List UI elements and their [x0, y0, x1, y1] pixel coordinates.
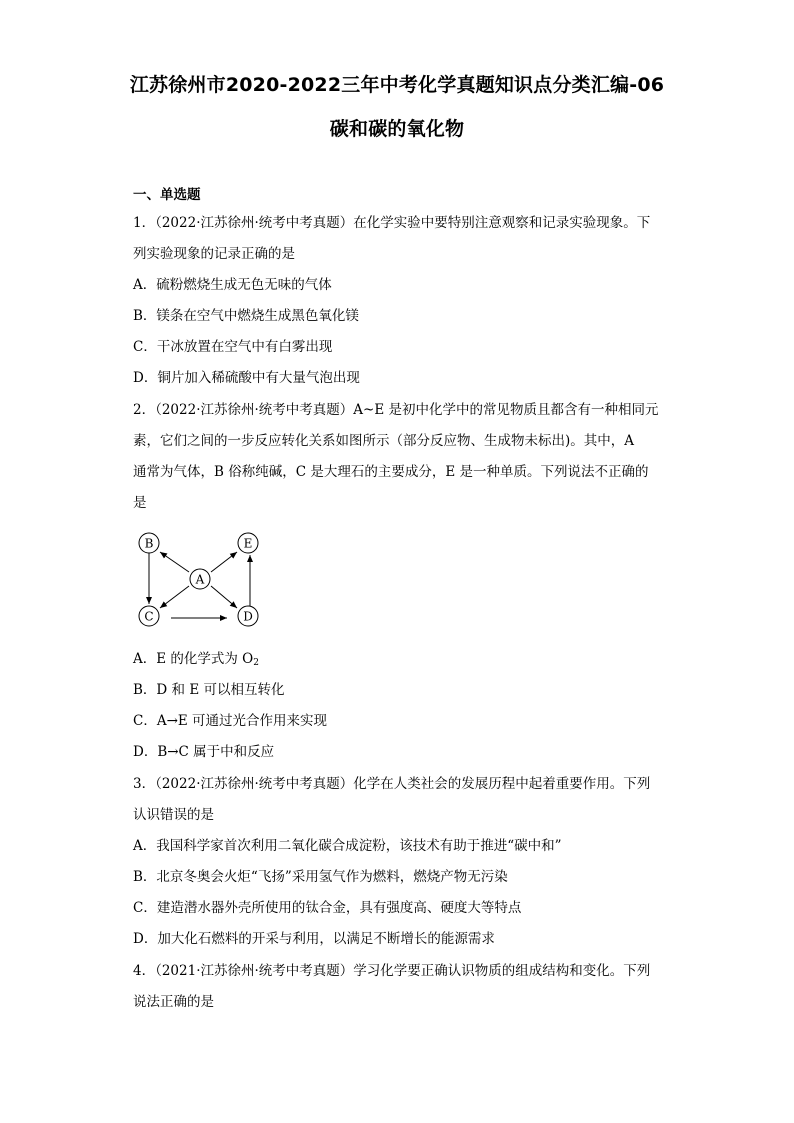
q1-option-b: B．镁条在空气中燃烧生成黑色氧化镁	[133, 308, 359, 324]
q2-option-a-subscript: 2	[253, 658, 259, 668]
q2-stem-line4: 是	[133, 495, 147, 511]
arrow-a-to-c	[160, 586, 189, 608]
arrow-a-to-b	[160, 552, 189, 572]
q1-option-c: C．干冰放置在空气中有白雾出现	[133, 339, 333, 355]
q2-option-a	[133, 650, 673, 672]
q3-option-c: C．建造潜水器外壳所使用的钛合金，具有强度高、硬度大等特点	[133, 900, 522, 916]
q1-option-a: A．硫粉燃烧生成无色无味的气体	[133, 277, 332, 293]
node-c-label: C	[144, 609, 154, 624]
q3-stem-line2: 认识错误的是	[133, 807, 214, 823]
node-e-label: E	[243, 536, 253, 551]
q1-option-d: D．铜片加入稀硫酸中有大量气泡出现	[133, 370, 360, 386]
q4-stem-line2: 说法正确的是	[133, 994, 214, 1010]
q2-option-c: C．A→E 可通过光合作用来实现	[133, 713, 328, 729]
document-title-line1: 江苏徐州市2020-2022三年中考化学真题知识点分类汇编-06	[129, 74, 665, 96]
section-heading: 一、单选题	[133, 187, 201, 203]
arrow-a-to-d	[211, 586, 237, 608]
node-d-label: D	[243, 609, 253, 624]
q2-stem-line1: 2．（2022·江苏徐州·统考中考真题）A~E 是初中化学中的常见物质且都含有一种相同元	[133, 402, 659, 418]
q3-option-d: D．加大化石燃料的开采与利用，以满足不断增长的能源需求	[133, 931, 495, 947]
node-e	[238, 533, 258, 553]
q3-option-a: A．我国科学家首次利用二氧化碳合成淀粉，该技术有助于推进“碳中和”	[133, 838, 562, 854]
q3-stem-line1: 3．（2022·江苏徐州·统考中考真题）化学在人类社会的发展历程中起着重要作用。下列	[133, 776, 651, 792]
q2-option-d: D．B→C 属于中和反应	[133, 744, 275, 760]
node-a	[190, 569, 210, 589]
q4-stem-line1: 4．（2021·江苏徐州·统考中考真题）学习化学要正确认识物质的组成结构和变化。下列	[133, 963, 651, 979]
q2-stem-line2: 素，它们之间的一步反应转化关系如图所示（部分反应物、生成物未标出)。其中，A	[133, 433, 635, 449]
node-b-label: B	[144, 536, 154, 551]
q3-option-b: B．北京冬奥会火炬“飞扬”采用氢气作为燃料，燃烧产物无污染	[133, 869, 508, 885]
node-c	[139, 606, 159, 626]
node-a-label: A	[195, 572, 205, 587]
document-title-line2: 碳和碳的氧化物	[329, 118, 465, 140]
node-b	[139, 533, 159, 553]
reaction-diagram	[128, 526, 268, 636]
q1-stem-line1: 1．（2022·江苏徐州·统考中考真题）在化学实验中要特别注意观察和记录实验现象。下	[133, 215, 651, 231]
q1-stem-line2: 列实验现象的记录正确的是	[133, 246, 295, 262]
node-d	[238, 606, 258, 626]
q2-stem-line3: 通常为气体，B 俗称纯碱，C 是大理石的主要成分，E 是一种单质。下列说法不正确的	[133, 464, 649, 480]
q2-option-b: B．D 和 E 可以相互转化	[133, 682, 285, 698]
arrow-a-to-e	[211, 552, 237, 572]
q2-option-a-text: A．E 的化学式为 O	[133, 651, 254, 667]
